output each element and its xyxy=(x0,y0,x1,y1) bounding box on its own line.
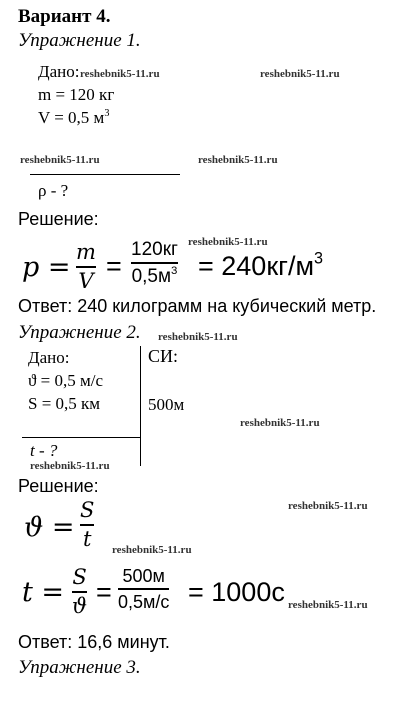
ex2-solution-label: Решение: xyxy=(18,476,99,496)
ex2-formula-b-lhs: t = xyxy=(22,577,65,608)
ex2-fraction-St: S t xyxy=(80,498,95,551)
si-divider xyxy=(140,346,141,466)
watermark: reshebnik5-11.ru xyxy=(240,417,320,429)
ex2-speed-line: ϑ = 0,5 м/с xyxy=(28,371,104,390)
ex2-given-label: Дано: xyxy=(28,348,70,367)
ex2-formula-eq: = xyxy=(96,577,112,607)
ex1-formula-eq: = xyxy=(106,251,122,281)
given-divider xyxy=(22,437,140,438)
ex1-given-label: Дано: xyxy=(38,62,80,81)
ex1-volume-line: V = 0,5 $м^3$ xyxy=(38,107,110,127)
watermark: reshebnik5-11.ru xyxy=(30,460,110,472)
watermark: reshebnik5-11.ru xyxy=(288,500,368,512)
ex2-fraction-Sv: S ϑ xyxy=(72,565,88,618)
watermark: reshebnik5-11.ru xyxy=(112,544,192,556)
ex2-si-label: СИ: xyxy=(148,346,179,366)
ex1-answer: Ответ: 240 килограмм на кубический метр. xyxy=(18,296,377,316)
watermark: reshebnik5-11.ru xyxy=(20,154,100,166)
ex2-formula-a-lhs: ϑ = xyxy=(24,512,75,543)
ex1-solution-label: Решение: xyxy=(18,209,99,229)
watermark: reshebnik5-11.ru xyxy=(288,599,368,611)
exercise-2-title: Упражнение 2. xyxy=(18,322,141,343)
variant-heading: Вариант 4. xyxy=(18,6,111,27)
ex1-formula-result: = $240кг/м^3$ xyxy=(198,249,324,281)
ex2-formula-result: = 1000с xyxy=(188,577,285,607)
ex2-find: t - ? xyxy=(30,441,58,460)
ex2-fraction-values: 500м 0,5м/с xyxy=(118,566,170,612)
watermark: reshebnik5-11.ru xyxy=(188,236,268,248)
watermark: reshebnik5-11.ru xyxy=(158,331,238,343)
ex2-answer: Ответ: 16,6 минут. xyxy=(18,632,170,652)
watermark: reshebnik5-11.ru xyxy=(80,68,160,80)
ex1-find: ρ - ? xyxy=(38,181,69,200)
exercise-3-title: Упражнение 3. xyxy=(18,657,141,678)
given-divider xyxy=(30,174,180,175)
ex1-fraction-values: 120кг $0,5м^3$ xyxy=(131,239,178,287)
ex1-formula-lhs: p = xyxy=(22,252,71,283)
watermark: reshebnik5-11.ru xyxy=(260,68,340,80)
ex2-si-distance: 500м xyxy=(148,395,185,414)
ex1-mass-line: m = 120 кг xyxy=(38,85,115,104)
ex2-distance-line: S = 0,5 км xyxy=(28,394,101,413)
exercise-1-title: Упражнение 1. xyxy=(18,30,141,51)
ex1-fraction-mV: m V xyxy=(76,240,96,293)
watermark: reshebnik5-11.ru xyxy=(198,154,278,166)
